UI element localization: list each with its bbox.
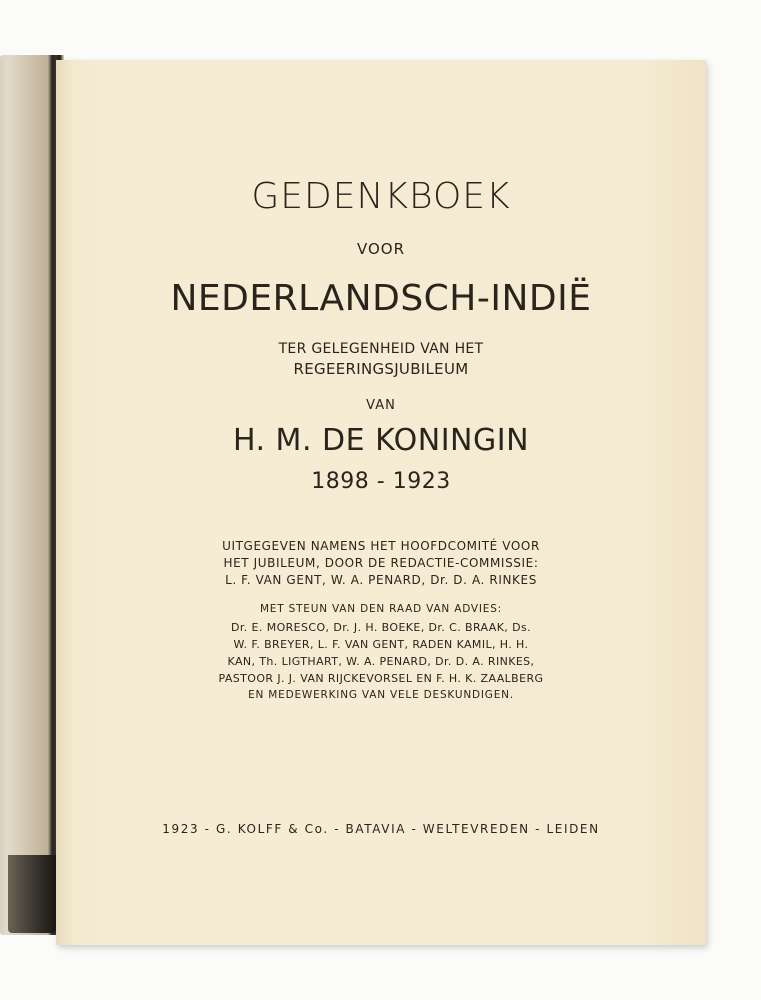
book-cover-edge: [0, 55, 64, 935]
advisory-line: KAN, Th. LIGTHART, W. A. PENARD, Dr. D. A. RINKES,: [227, 655, 535, 668]
book-title: GEDENKBOEK: [251, 176, 511, 217]
jubilee-years: 1898 - 1923: [311, 469, 451, 494]
title-van: VAN: [366, 398, 396, 413]
title-page: [56, 60, 706, 945]
title-voor: VOOR: [356, 240, 406, 258]
imprint: 1923 - G. KOLFF & Co. - BATAVIA - WELTEVREDEN - LEIDEN: [162, 822, 600, 836]
advisory-header: MET STEUN VAN DEN RAAD VAN ADVIES:: [259, 603, 503, 615]
advisory-line: W. F. BREYER, L. F. VAN GENT, RADEN KAMIL, H. H.: [233, 638, 529, 651]
publisher-line: HET JUBILEUM, DOOR DE REDACTIE-COMMISSIE:: [223, 556, 539, 570]
publisher-line: L. F. VAN GENT, W. A. PENARD, Dr. D. A. RINKES: [225, 573, 537, 587]
occasion-line: REGEERINGSJUBILEUM: [293, 360, 469, 378]
book-subject: NEDERLANDSCH-INDIË: [170, 278, 592, 319]
advisory-line: Dr. E. MORESCO, Dr. J. H. BOEKE, Dr. C. BRAAK, Ds.: [230, 621, 532, 634]
honoree: H. M. DE KONINGIN: [232, 423, 530, 458]
advisory-line: EN MEDEWERKING VAN VELE DESKUNDIGEN.: [248, 689, 514, 701]
publisher-line: UITGEGEVEN NAMENS HET HOOFDCOMITÉ VOOR: [222, 539, 540, 553]
occasion-line: TER GELEGENHEID VAN HET: [278, 341, 484, 357]
book-spine-shadow: [8, 855, 56, 933]
advisory-line: PASTOOR J. J. VAN RIJCKEVORSEL EN F. H. K. ZAALBERG: [218, 672, 544, 685]
